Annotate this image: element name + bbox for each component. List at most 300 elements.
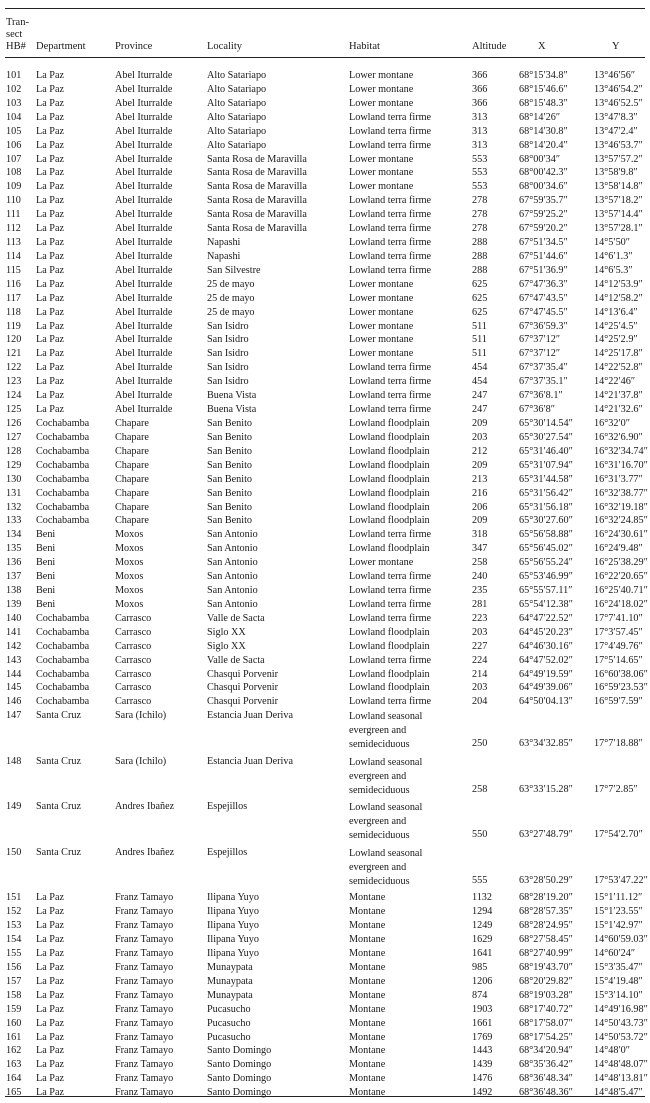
locality: Santo Domingo bbox=[207, 1073, 272, 1085]
coord-y: 17°7′41.10″ bbox=[594, 612, 643, 624]
altitude: 247 bbox=[472, 404, 488, 416]
habitat: Montane bbox=[349, 1017, 386, 1029]
transect-number: 156 bbox=[6, 961, 22, 973]
department: La Paz bbox=[36, 97, 65, 109]
transect-number: 113 bbox=[6, 237, 21, 249]
department: Cochabamba bbox=[36, 682, 90, 694]
department: La Paz bbox=[36, 278, 65, 290]
department: La Paz bbox=[36, 334, 65, 346]
coord-y: 13°47′2.4″ bbox=[594, 125, 638, 137]
coord-y: 16°25′38.29″ bbox=[594, 557, 648, 569]
coord-y: 16°31′3.77″ bbox=[594, 473, 643, 485]
coord-y: 14°22′52.8″ bbox=[594, 362, 643, 374]
department: La Paz bbox=[36, 975, 65, 987]
department: Cochabamba bbox=[36, 696, 90, 708]
coord-y: 15°3′35.47″ bbox=[594, 961, 643, 973]
coord-x: 65°31′44.58″ bbox=[519, 473, 573, 485]
province: Carrasco bbox=[115, 696, 152, 708]
locality: Buena Vista bbox=[207, 404, 257, 416]
locality: Santa Rosa de Maravilla bbox=[207, 195, 307, 207]
transect-number: 141 bbox=[6, 626, 22, 638]
transect-number: 149 bbox=[6, 801, 22, 813]
coord-y: 14°60′24″ bbox=[594, 948, 636, 959]
department: Cochabamba bbox=[36, 640, 90, 652]
habitat: Lowland terra firme bbox=[349, 571, 432, 583]
coord-x: 64°50′04.13″ bbox=[519, 696, 573, 708]
coord-x: 68°00′34″ bbox=[519, 153, 561, 165]
department: Santa Cruz bbox=[36, 846, 81, 858]
coord-y: 14°22′46″ bbox=[594, 376, 636, 388]
locality: Estancia Juan Deriva bbox=[207, 710, 293, 722]
altitude: 204 bbox=[472, 696, 488, 708]
habitat: Montane bbox=[349, 1003, 386, 1015]
locality: Napashi bbox=[207, 250, 241, 262]
altitude: 278 bbox=[472, 223, 488, 235]
coord-x: 68°36′48.34″ bbox=[519, 1073, 573, 1085]
coord-x: 65°56′58.88″ bbox=[519, 529, 573, 541]
habitat: Lowland floodplain bbox=[349, 640, 430, 652]
habitat: Montane bbox=[349, 948, 386, 959]
transect-number: 155 bbox=[6, 948, 22, 959]
coord-y: 14°25′2.9″ bbox=[594, 334, 638, 346]
transect-number: 119 bbox=[6, 320, 21, 332]
department: La Paz bbox=[36, 906, 65, 918]
habitat: Lowland terra firme bbox=[349, 209, 432, 221]
province: Abel Iturralde bbox=[115, 223, 173, 235]
habitat: Lowland terra firme bbox=[349, 195, 432, 207]
coord-x: 68°28′19.20″ bbox=[519, 892, 573, 904]
header-altitude: Altitude bbox=[472, 41, 507, 52]
coord-x: 67°36′8.1″ bbox=[519, 390, 563, 402]
coord-y: 15°1′23.55″ bbox=[594, 906, 643, 918]
habitat: Lowland terra firme bbox=[349, 264, 432, 276]
coord-x: 63°27′48.79″ bbox=[519, 829, 573, 841]
altitude: 212 bbox=[472, 445, 488, 457]
locality: Ilipana Yuyo bbox=[207, 934, 259, 946]
province: Abel Iturralde bbox=[115, 195, 173, 207]
coord-y: 13°57′28.1″ bbox=[594, 223, 643, 235]
department: La Paz bbox=[36, 920, 65, 932]
habitat: Lower montane bbox=[349, 334, 414, 346]
coord-y: 16°22′20.65″ bbox=[594, 571, 648, 583]
coord-y: 13°46′53.7″ bbox=[594, 139, 643, 151]
department: Beni bbox=[36, 529, 56, 541]
habitat: Lowland floodplain bbox=[349, 626, 430, 638]
locality: San Silvestre bbox=[207, 264, 261, 276]
transect-number: 148 bbox=[6, 755, 22, 767]
department: La Paz bbox=[36, 223, 65, 235]
province: Abel Iturralde bbox=[115, 376, 173, 388]
coord-y: 13°47′8.3″ bbox=[594, 111, 638, 123]
province: Franz Tamayo bbox=[115, 961, 174, 973]
altitude: 1206 bbox=[472, 975, 493, 987]
altitude: 258 bbox=[472, 783, 488, 795]
department: La Paz bbox=[36, 209, 65, 221]
transect-number: 120 bbox=[6, 334, 22, 346]
locality: Pucasucho bbox=[207, 1017, 251, 1029]
altitude: 1629 bbox=[472, 934, 493, 946]
coord-x: 68°28′24.95″ bbox=[519, 920, 573, 932]
locality: San Benito bbox=[207, 473, 252, 485]
habitat: Montane bbox=[349, 892, 386, 904]
coord-x: 67°47′45.5″ bbox=[519, 306, 568, 318]
coord-x: 65°54′12.38″ bbox=[519, 598, 573, 610]
department: La Paz bbox=[36, 167, 65, 179]
transect-number: 153 bbox=[6, 920, 22, 932]
locality: Munaypata bbox=[207, 989, 253, 1001]
coord-x: 63°28′50.29″ bbox=[519, 874, 573, 886]
header-transect-line1: Tran- bbox=[6, 17, 29, 28]
province: Franz Tamayo bbox=[115, 1003, 174, 1015]
altitude: 235 bbox=[472, 585, 488, 597]
coord-y: 15°4′19.48″ bbox=[594, 975, 643, 987]
habitat: Lower montane bbox=[349, 557, 414, 569]
coord-x: 67°59′35.7″ bbox=[519, 195, 568, 207]
transect-number: 126 bbox=[6, 418, 22, 429]
coord-y: 16°31′16.70″ bbox=[594, 459, 648, 471]
coord-y: 13°58′9.8″ bbox=[594, 167, 638, 179]
habitat: Lowland seasonal evergreen and semideciduous bbox=[349, 711, 423, 751]
department: Cochabamba bbox=[36, 431, 90, 443]
department: La Paz bbox=[36, 1059, 65, 1071]
department: Cochabamba bbox=[36, 418, 90, 429]
department: La Paz bbox=[36, 70, 65, 81]
coord-y: 16°24′9.48″ bbox=[594, 543, 643, 555]
province: Abel Iturralde bbox=[115, 111, 173, 123]
coord-y: 16°24′30.61″ bbox=[594, 529, 648, 541]
department: La Paz bbox=[36, 181, 65, 193]
habitat: Lower montane bbox=[349, 348, 414, 360]
province: Franz Tamayo bbox=[115, 1031, 174, 1043]
habitat: Lowland floodplain bbox=[349, 473, 430, 485]
altitude: 625 bbox=[472, 292, 488, 304]
province: Abel Iturralde bbox=[115, 125, 173, 137]
habitat: Lowland floodplain bbox=[349, 501, 430, 513]
province: Franz Tamayo bbox=[115, 1059, 174, 1071]
department: La Paz bbox=[36, 153, 65, 165]
habitat: Lower montane bbox=[349, 292, 414, 304]
coord-y: 17°7′2.85″ bbox=[594, 783, 638, 795]
province: Moxos bbox=[115, 598, 144, 610]
province: Carrasco bbox=[115, 626, 152, 638]
altitude: 366 bbox=[472, 97, 488, 109]
province: Franz Tamayo bbox=[115, 934, 174, 946]
habitat: Montane bbox=[349, 1059, 386, 1071]
habitat: Montane bbox=[349, 989, 386, 1001]
header-department: Department bbox=[36, 41, 86, 52]
coord-y: 14°49′16.98″ bbox=[594, 1003, 648, 1015]
coord-x: 65°31′56.42″ bbox=[519, 487, 573, 499]
habitat: Lower montane bbox=[349, 97, 414, 109]
department: La Paz bbox=[36, 348, 65, 360]
province: Carrasco bbox=[115, 654, 152, 666]
coord-x: 65°30′14.54″ bbox=[519, 418, 573, 429]
altitude: 209 bbox=[472, 459, 488, 471]
habitat: Lowland seasonal evergreen and semideciduous bbox=[349, 802, 423, 842]
transect-number: 157 bbox=[6, 975, 22, 987]
province: Abel Iturralde bbox=[115, 237, 173, 249]
locality: San Benito bbox=[207, 445, 252, 457]
transect-number: 152 bbox=[6, 906, 22, 918]
locality: San Isidro bbox=[207, 320, 249, 332]
province: Franz Tamayo bbox=[115, 989, 174, 1001]
coord-y: 14°60′59.03″ bbox=[594, 934, 648, 946]
transect-number: 122 bbox=[6, 362, 22, 374]
department: La Paz bbox=[36, 948, 65, 959]
province: Abel Iturralde bbox=[115, 167, 173, 179]
province: Sara (Ichilo) bbox=[115, 710, 167, 722]
coord-x: 67°36′8″ bbox=[519, 404, 556, 416]
coord-x: 64°47′52.02″ bbox=[519, 654, 573, 666]
transect-number: 147 bbox=[6, 710, 22, 722]
coord-x: 68°00′34.6″ bbox=[519, 181, 568, 193]
coord-y: 13°57′14.4″ bbox=[594, 209, 643, 221]
habitat: Lowland floodplain bbox=[349, 515, 430, 527]
altitude: 203 bbox=[472, 626, 488, 638]
coord-y: 16°60′38.06″ bbox=[594, 668, 648, 680]
coord-x: 65°30′27.60″ bbox=[519, 515, 573, 527]
transect-number: 130 bbox=[6, 473, 22, 485]
coord-y: 14°48′48.07″ bbox=[594, 1059, 648, 1071]
province: Chapare bbox=[115, 459, 149, 471]
locality: San Benito bbox=[207, 431, 252, 443]
altitude: 223 bbox=[472, 612, 488, 624]
coord-x: 67°37′12″ bbox=[519, 348, 561, 360]
coord-x: 64°47′22.52″ bbox=[519, 612, 573, 624]
transect-number: 139 bbox=[6, 598, 22, 610]
habitat: Lowland terra firme bbox=[349, 612, 432, 624]
department: Cochabamba bbox=[36, 487, 90, 499]
coord-x: 68°15′34.8″ bbox=[519, 70, 568, 81]
department: La Paz bbox=[36, 139, 65, 151]
coord-x: 65°53′46.99″ bbox=[519, 571, 573, 583]
table-bottom-rule bbox=[5, 1096, 645, 1097]
province: Andres Ibañez bbox=[115, 846, 175, 858]
header-x: X bbox=[538, 41, 546, 52]
province: Abel Iturralde bbox=[115, 181, 173, 193]
altitude: 1769 bbox=[472, 1031, 493, 1043]
coord-y: 17°7′18.88″ bbox=[594, 738, 643, 750]
locality: Ilipana Yuyo bbox=[207, 948, 259, 959]
department: Beni bbox=[36, 571, 56, 583]
transect-number: 127 bbox=[6, 431, 22, 443]
coord-y: 17°3′57.45″ bbox=[594, 626, 643, 638]
locality: Alto Satariapo bbox=[207, 97, 267, 109]
coord-x: 68°27′40.99″ bbox=[519, 948, 573, 959]
locality: Ilipana Yuyo bbox=[207, 906, 259, 918]
locality: Valle de Sacta bbox=[207, 612, 265, 624]
locality: San Antonio bbox=[207, 557, 258, 569]
header-transect-line3: HB# bbox=[6, 41, 26, 52]
transect-number: 106 bbox=[6, 139, 22, 151]
coord-x: 67°59′20.2″ bbox=[519, 223, 568, 235]
locality: San Antonio bbox=[207, 571, 258, 583]
coord-y: 14°48′5.47″ bbox=[594, 1087, 643, 1099]
transect-number: 112 bbox=[6, 223, 21, 235]
coord-x: 68°00′42.3″ bbox=[519, 167, 568, 179]
locality: 25 de mayo bbox=[207, 292, 255, 304]
altitude: 203 bbox=[472, 431, 488, 443]
locality: Napashi bbox=[207, 237, 241, 249]
header-bottom-rule bbox=[5, 57, 645, 58]
locality: Siglo XX bbox=[207, 640, 246, 652]
department: Cochabamba bbox=[36, 459, 90, 471]
transect-number: 111 bbox=[6, 209, 21, 221]
locality: Chasqui Porvenir bbox=[207, 696, 279, 708]
coord-y: 14°50′53.72″ bbox=[594, 1031, 648, 1043]
coord-y: 14°6′5.3″ bbox=[594, 264, 633, 276]
altitude: 214 bbox=[472, 668, 488, 680]
habitat: Montane bbox=[349, 1031, 386, 1043]
habitat: Lowland terra firme bbox=[349, 529, 432, 541]
department: Beni bbox=[36, 557, 56, 569]
province: Carrasco bbox=[115, 682, 152, 694]
locality: San Isidro bbox=[207, 376, 249, 388]
altitude: 1439 bbox=[472, 1059, 493, 1071]
altitude: 288 bbox=[472, 250, 488, 262]
province: Chapare bbox=[115, 515, 149, 527]
habitat: Lowland terra firme bbox=[349, 696, 432, 708]
habitat: Lowland terra firme bbox=[349, 362, 432, 374]
transect-number: 137 bbox=[6, 571, 22, 583]
habitat: Lowland terra firme bbox=[349, 250, 432, 262]
habitat: Lowland floodplain bbox=[349, 431, 430, 443]
province: Chapare bbox=[115, 418, 149, 429]
transect-number: 133 bbox=[6, 515, 22, 527]
province: Abel Iturralde bbox=[115, 362, 173, 374]
department: Cochabamba bbox=[36, 445, 90, 457]
transect-number: 102 bbox=[6, 83, 22, 95]
transect-number: 151 bbox=[6, 892, 22, 904]
habitat: Lowland terra firme bbox=[349, 390, 432, 402]
locality: Buena Vista bbox=[207, 390, 257, 402]
coord-y: 13°57′57.2″ bbox=[594, 153, 643, 165]
coord-x: 68°14′20.4″ bbox=[519, 139, 568, 151]
altitude: 366 bbox=[472, 70, 488, 81]
locality: 25 de mayo bbox=[207, 306, 255, 318]
transect-number: 124 bbox=[6, 390, 22, 402]
coord-y: 16°59′7.59″ bbox=[594, 696, 643, 708]
coord-x: 68°34′20.94″ bbox=[519, 1045, 573, 1057]
coord-y: 16°24′18.02″ bbox=[594, 598, 648, 610]
locality: Espejillos bbox=[207, 801, 248, 813]
coord-y: 16°25′40.71″ bbox=[594, 585, 648, 597]
province: Abel Iturralde bbox=[115, 334, 173, 346]
habitat: Lowland terra firme bbox=[349, 125, 432, 137]
altitude: 511 bbox=[472, 334, 487, 346]
province: Moxos bbox=[115, 543, 144, 555]
province: Franz Tamayo bbox=[115, 906, 174, 918]
altitude: 278 bbox=[472, 209, 488, 221]
header-habitat: Habitat bbox=[349, 41, 380, 52]
habitat: Montane bbox=[349, 1087, 386, 1099]
transect-number: 101 bbox=[6, 70, 22, 81]
coord-x: 68°20′29.82″ bbox=[519, 975, 573, 987]
locality: Estancia Juan Deriva bbox=[207, 755, 293, 767]
locality: Alto Satariapo bbox=[207, 111, 267, 123]
coord-y: 13°58′14.8″ bbox=[594, 181, 643, 193]
department: Cochabamba bbox=[36, 515, 90, 527]
locality: Alto Satariapo bbox=[207, 83, 267, 95]
table-top-rule bbox=[5, 8, 645, 9]
transect-number: 116 bbox=[6, 278, 21, 290]
coord-x: 65°31′07.94″ bbox=[519, 459, 573, 471]
coord-x: 68°27′58.45″ bbox=[519, 934, 573, 946]
locality: San Benito bbox=[207, 459, 252, 471]
habitat: Lowland terra firme bbox=[349, 404, 432, 416]
transect-number: 140 bbox=[6, 612, 22, 624]
altitude: 288 bbox=[472, 237, 488, 249]
department: La Paz bbox=[36, 376, 65, 388]
province: Franz Tamayo bbox=[115, 1087, 174, 1099]
department: Santa Cruz bbox=[36, 710, 81, 722]
province: Abel Iturralde bbox=[115, 404, 173, 416]
department: Santa Cruz bbox=[36, 801, 81, 813]
transect-number: 104 bbox=[6, 111, 22, 123]
province: Moxos bbox=[115, 571, 144, 583]
department: Cochabamba bbox=[36, 654, 90, 666]
altitude: 1294 bbox=[472, 906, 493, 918]
habitat: Lowland floodplain bbox=[349, 418, 430, 429]
coord-y: 16°32′6.90″ bbox=[594, 431, 643, 443]
province: Abel Iturralde bbox=[115, 139, 173, 151]
coord-x: 68°17′54.25″ bbox=[519, 1031, 573, 1043]
transect-number: 134 bbox=[6, 529, 22, 541]
altitude: 1443 bbox=[472, 1045, 493, 1057]
department: La Paz bbox=[36, 83, 65, 95]
province: Franz Tamayo bbox=[115, 1045, 174, 1057]
altitude: 227 bbox=[472, 640, 488, 652]
habitat: Lower montane bbox=[349, 278, 414, 290]
habitat: Montane bbox=[349, 961, 386, 973]
transect-number: 125 bbox=[6, 404, 22, 416]
transect-number: 144 bbox=[6, 668, 22, 680]
altitude: 216 bbox=[472, 487, 488, 499]
coord-x: 67°51′34.5″ bbox=[519, 237, 568, 249]
transect-number: 146 bbox=[6, 696, 22, 708]
province: Abel Iturralde bbox=[115, 390, 173, 402]
department: Beni bbox=[36, 585, 56, 597]
altitude: 511 bbox=[472, 320, 487, 332]
department: Beni bbox=[36, 598, 56, 610]
locality: San Antonio bbox=[207, 529, 258, 541]
department: La Paz bbox=[36, 892, 65, 904]
locality: Ilipana Yuyo bbox=[207, 892, 259, 904]
department: Beni bbox=[36, 543, 56, 555]
transect-number: 143 bbox=[6, 654, 22, 666]
department: La Paz bbox=[36, 961, 65, 973]
habitat: Lower montane bbox=[349, 153, 414, 165]
altitude: 313 bbox=[472, 139, 488, 151]
altitude: 313 bbox=[472, 125, 488, 137]
altitude: 555 bbox=[472, 874, 488, 886]
province: Abel Iturralde bbox=[115, 97, 173, 109]
province: Abel Iturralde bbox=[115, 83, 173, 95]
department: Santa Cruz bbox=[36, 755, 81, 767]
habitat: Lowland terra firme bbox=[349, 223, 432, 235]
coord-y: 13°46′56″ bbox=[594, 70, 636, 81]
header-transect-line2: sect bbox=[6, 29, 23, 40]
altitude: 313 bbox=[472, 111, 488, 123]
coord-y: 16°32′0″ bbox=[594, 418, 631, 429]
altitude: 240 bbox=[472, 571, 488, 583]
department: La Paz bbox=[36, 125, 65, 137]
province: Franz Tamayo bbox=[115, 948, 174, 959]
coord-x: 68°28′57.35″ bbox=[519, 906, 573, 918]
habitat: Lowland terra firme bbox=[349, 654, 432, 666]
coord-x: 67°47′36.3″ bbox=[519, 278, 568, 290]
coord-y: 14°25′4.5″ bbox=[594, 320, 638, 332]
